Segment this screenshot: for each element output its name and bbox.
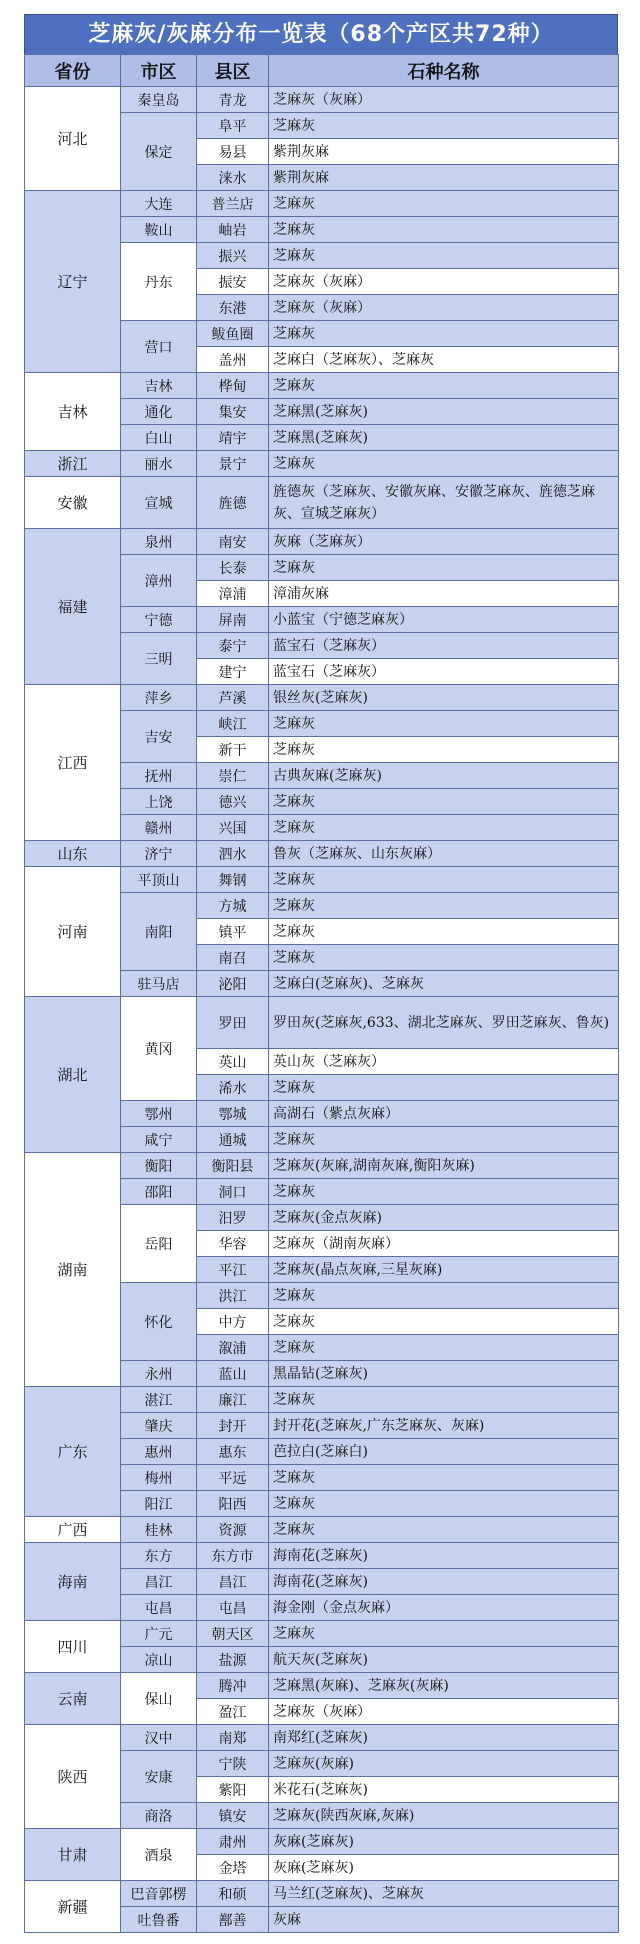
city-cell: 三明 — [121, 633, 197, 685]
county-cell: 平远 — [197, 1465, 269, 1491]
city-cell: 吉安 — [121, 711, 197, 763]
stone-name-cell: 芝麻灰（灰麻） — [269, 295, 619, 321]
county-cell: 南召 — [197, 945, 269, 971]
stone-name-cell: 芝麻灰 — [269, 815, 619, 841]
county-cell: 洞口 — [197, 1179, 269, 1205]
county-cell: 南郑 — [197, 1725, 269, 1751]
stone-name-cell: 灰麻(芝麻灰) — [269, 1829, 619, 1855]
stone-name-cell: 芝麻灰 — [269, 1127, 619, 1153]
county-cell: 封开 — [197, 1413, 269, 1439]
stone-name-cell: 紫荆灰麻 — [269, 139, 619, 165]
county-cell: 朝天区 — [197, 1621, 269, 1647]
county-cell: 通城 — [197, 1127, 269, 1153]
city-cell: 赣州 — [121, 815, 197, 841]
county-cell: 芦溪 — [197, 685, 269, 711]
stone-name-cell: 芝麻白(芝麻灰)、芝麻灰 — [269, 971, 619, 997]
stone-name-cell: 芝麻灰(金点灰麻) — [269, 1205, 619, 1231]
stone-name-cell: 芝麻灰 — [269, 1621, 619, 1647]
city-cell: 丹东 — [121, 243, 197, 321]
county-cell: 盐源 — [197, 1647, 269, 1673]
stone-name-cell: 芝麻灰 — [269, 1335, 619, 1361]
stone-name-cell: 灰麻（芝麻灰） — [269, 529, 619, 555]
city-cell: 济宁 — [121, 841, 197, 867]
stone-name-cell: 芝麻灰（湖南灰麻） — [269, 1231, 619, 1257]
stone-name-cell: 漳浦灰麻 — [269, 581, 619, 607]
stone-name-cell: 鲁灰（芝麻灰、山东灰麻） — [269, 841, 619, 867]
county-cell: 集安 — [197, 399, 269, 425]
county-cell: 泰宁 — [197, 633, 269, 659]
city-cell: 漳州 — [121, 555, 197, 607]
city-cell: 东方 — [121, 1543, 197, 1569]
city-cell: 惠州 — [121, 1439, 197, 1465]
county-cell: 南安 — [197, 529, 269, 555]
county-cell: 峡江 — [197, 711, 269, 737]
stone-name-cell: 芝麻灰（灰麻） — [269, 87, 619, 113]
province-cell: 福建 — [25, 529, 121, 685]
city-cell: 吉林 — [121, 373, 197, 399]
city-cell: 凉山 — [121, 1647, 197, 1673]
county-cell: 鲅鱼圈 — [197, 321, 269, 347]
county-cell: 泗水 — [197, 841, 269, 867]
county-cell: 东方市 — [197, 1543, 269, 1569]
table-body — [25, 87, 619, 1933]
table-row — [25, 1387, 619, 1413]
stone-name-cell: 芝麻灰 — [269, 1491, 619, 1517]
province-cell: 广东 — [25, 1387, 121, 1517]
stone-name-cell: 高湖石（紫点灰麻） — [269, 1101, 619, 1127]
city-cell: 抚州 — [121, 763, 197, 789]
city-cell: 萍乡 — [121, 685, 197, 711]
city-cell: 邵阳 — [121, 1179, 197, 1205]
city-cell: 商洛 — [121, 1803, 197, 1829]
city-cell: 衡阳 — [121, 1153, 197, 1179]
county-cell: 英山 — [197, 1049, 269, 1075]
county-cell: 和硕 — [197, 1881, 269, 1907]
city-cell: 通化 — [121, 399, 197, 425]
stone-name-cell: 芝麻灰 — [269, 945, 619, 971]
stone-name-cell: 芝麻灰 — [269, 113, 619, 139]
table-row — [25, 87, 619, 113]
stone-name-cell: 海金刚（金点灰麻） — [269, 1595, 619, 1621]
county-cell: 青龙 — [197, 87, 269, 113]
county-cell: 镇安 — [197, 1803, 269, 1829]
city-cell: 昌江 — [121, 1569, 197, 1595]
stone-name-cell: 芝麻白（芝麻灰）、芝麻灰 — [269, 347, 619, 373]
city-cell: 大连 — [121, 191, 197, 217]
province-cell: 安徽 — [25, 477, 121, 529]
header-city: 市区 — [121, 55, 197, 87]
county-cell: 长泰 — [197, 555, 269, 581]
city-cell: 平顶山 — [121, 867, 197, 893]
table-row — [25, 1881, 619, 1907]
table-row — [25, 685, 619, 711]
county-cell: 肃州 — [197, 1829, 269, 1855]
city-cell: 安康 — [121, 1751, 197, 1803]
county-cell: 惠东 — [197, 1439, 269, 1465]
table-row — [25, 1517, 619, 1543]
stone-name-cell: 芝麻灰 — [269, 867, 619, 893]
county-cell: 鄯善 — [197, 1907, 269, 1933]
header-county: 县区 — [197, 55, 269, 87]
stone-name-cell: 蓝宝石（芝麻灰） — [269, 659, 619, 685]
city-cell: 桂林 — [121, 1517, 197, 1543]
stone-name-cell: 芝麻灰（灰麻） — [269, 269, 619, 295]
distribution-sheet — [24, 14, 618, 1933]
header-row — [25, 55, 619, 87]
stone-name-cell: 海南花(芝麻灰) — [269, 1543, 619, 1569]
stone-name-cell: 芭拉白(芝麻白) — [269, 1439, 619, 1465]
province-cell: 山东 — [25, 841, 121, 867]
header-province: 省份 — [25, 55, 121, 87]
stone-name-cell: 马兰红(芝麻灰)、芝麻灰 — [269, 1881, 619, 1907]
county-cell: 洪江 — [197, 1283, 269, 1309]
county-cell: 盈江 — [197, 1699, 269, 1725]
county-cell: 靖宇 — [197, 425, 269, 451]
stone-name-cell: 芝麻灰 — [269, 451, 619, 477]
stone-name-cell: 芝麻灰（灰麻） — [269, 1699, 619, 1725]
stone-name-cell: 芝麻灰 — [269, 1309, 619, 1335]
city-cell: 岳阳 — [121, 1205, 197, 1283]
city-cell: 保定 — [121, 113, 197, 191]
county-cell: 廉江 — [197, 1387, 269, 1413]
stone-name-cell: 芝麻黑(芝麻灰) — [269, 399, 619, 425]
city-cell: 怀化 — [121, 1283, 197, 1361]
county-cell: 易县 — [197, 139, 269, 165]
county-cell: 舞钢 — [197, 867, 269, 893]
table-row — [25, 1543, 619, 1569]
county-cell: 鄂城 — [197, 1101, 269, 1127]
county-cell: 泌阳 — [197, 971, 269, 997]
province-cell: 甘肃 — [25, 1829, 121, 1881]
city-cell: 鄂州 — [121, 1101, 197, 1127]
city-cell: 南阳 — [121, 893, 197, 971]
county-cell: 阳西 — [197, 1491, 269, 1517]
province-cell: 四川 — [25, 1621, 121, 1673]
stone-name-cell: 旌德灰（芝麻灰、安徽灰麻、安徽芝麻灰、旌德芝麻灰、宣城芝麻灰） — [269, 477, 619, 529]
stone-name-cell: 蓝宝石（芝麻灰） — [269, 633, 619, 659]
table-row — [25, 1829, 619, 1855]
stone-name-cell: 芝麻黑(芝麻灰) — [269, 425, 619, 451]
city-cell: 湛江 — [121, 1387, 197, 1413]
province-cell: 陕西 — [25, 1725, 121, 1829]
city-cell: 宁德 — [121, 607, 197, 633]
city-cell: 屯昌 — [121, 1595, 197, 1621]
province-cell: 湖北 — [25, 997, 121, 1153]
stone-name-cell: 海南花(芝麻灰) — [269, 1569, 619, 1595]
city-cell: 丽水 — [121, 451, 197, 477]
county-cell: 振安 — [197, 269, 269, 295]
stone-name-cell: 芝麻灰 — [269, 1465, 619, 1491]
stone-name-cell: 南郑红(芝麻灰) — [269, 1725, 619, 1751]
stone-name-cell: 黑晶钻(芝麻灰) — [269, 1361, 619, 1387]
county-cell: 景宁 — [197, 451, 269, 477]
stone-name-cell: 芝麻灰 — [269, 1517, 619, 1543]
county-cell: 振兴 — [197, 243, 269, 269]
stone-name-cell: 芝麻灰 — [269, 1179, 619, 1205]
city-cell: 阳江 — [121, 1491, 197, 1517]
stone-name-cell: 古典灰麻(芝麻灰) — [269, 763, 619, 789]
stone-name-cell: 芝麻灰 — [269, 711, 619, 737]
county-cell: 宁陕 — [197, 1751, 269, 1777]
city-cell: 泉州 — [121, 529, 197, 555]
table-row — [25, 1153, 619, 1179]
stone-name-cell: 芝麻灰 — [269, 737, 619, 763]
county-cell: 腾冲 — [197, 1673, 269, 1699]
county-cell: 平江 — [197, 1257, 269, 1283]
header-stone-name: 石种名称 — [269, 55, 619, 87]
province-cell: 云南 — [25, 1673, 121, 1725]
province-cell: 河北 — [25, 87, 121, 191]
county-cell: 岫岩 — [197, 217, 269, 243]
city-cell: 巴音郭楞 — [121, 1881, 197, 1907]
county-cell: 东港 — [197, 295, 269, 321]
table-row — [25, 841, 619, 867]
city-cell: 白山 — [121, 425, 197, 451]
county-cell: 中方 — [197, 1309, 269, 1335]
stone-name-cell: 芝麻灰 — [269, 243, 619, 269]
stone-name-cell: 芝麻灰 — [269, 555, 619, 581]
city-cell: 营口 — [121, 321, 197, 373]
province-cell: 广西 — [25, 1517, 121, 1543]
city-cell: 汉中 — [121, 1725, 197, 1751]
stone-name-cell: 英山灰（芝麻灰） — [269, 1049, 619, 1075]
county-cell: 浠水 — [197, 1075, 269, 1101]
stone-name-cell: 罗田灰(芝麻灰,633、湖北芝麻灰、罗田芝麻灰、鲁灰) — [269, 997, 619, 1049]
stone-name-cell: 芝麻灰 — [269, 919, 619, 945]
county-cell: 镇平 — [197, 919, 269, 945]
stone-name-cell: 紫荆灰麻 — [269, 165, 619, 191]
city-cell: 黄冈 — [121, 997, 197, 1101]
county-cell: 涞水 — [197, 165, 269, 191]
stone-name-cell: 封开花(芝麻灰,广东芝麻灰、灰麻) — [269, 1413, 619, 1439]
county-cell: 紫阳 — [197, 1777, 269, 1803]
table-row — [25, 477, 619, 529]
stone-name-cell: 芝麻灰 — [269, 893, 619, 919]
county-cell: 崇仁 — [197, 763, 269, 789]
stone-name-cell: 芝麻灰 — [269, 191, 619, 217]
county-cell: 罗田 — [197, 997, 269, 1049]
province-cell: 湖南 — [25, 1153, 121, 1387]
stone-name-cell: 芝麻灰(晶点灰麻,三星灰麻) — [269, 1257, 619, 1283]
table-row — [25, 191, 619, 217]
county-cell: 资源 — [197, 1517, 269, 1543]
county-cell: 蓝山 — [197, 1361, 269, 1387]
table-row — [25, 997, 619, 1049]
table-row — [25, 529, 619, 555]
county-cell: 华容 — [197, 1231, 269, 1257]
city-cell: 永州 — [121, 1361, 197, 1387]
county-cell: 阜平 — [197, 113, 269, 139]
stone-name-cell: 小蓝宝（宁德芝麻灰） — [269, 607, 619, 633]
county-cell: 桦甸 — [197, 373, 269, 399]
province-cell: 海南 — [25, 1543, 121, 1621]
table-row — [25, 867, 619, 893]
city-cell: 保山 — [121, 1673, 197, 1725]
table-title: 芝麻灰/灰麻分布一览表（68个产区共72种） — [24, 14, 618, 54]
stone-name-cell: 芝麻灰(灰麻,湖南灰麻,衡阳灰麻) — [269, 1153, 619, 1179]
table-row — [25, 1621, 619, 1647]
county-cell: 衡阳县 — [197, 1153, 269, 1179]
county-cell: 兴国 — [197, 815, 269, 841]
city-cell: 秦皇岛 — [121, 87, 197, 113]
stone-name-cell: 芝麻灰(陕西灰麻,灰麻) — [269, 1803, 619, 1829]
county-cell: 屏南 — [197, 607, 269, 633]
province-cell: 江西 — [25, 685, 121, 841]
stone-name-cell: 银丝灰(芝麻灰) — [269, 685, 619, 711]
county-cell: 旌德 — [197, 477, 269, 529]
county-cell: 屯昌 — [197, 1595, 269, 1621]
stone-name-cell: 芝麻灰 — [269, 321, 619, 347]
stone-name-cell: 航天灰(芝麻灰) — [269, 1647, 619, 1673]
table-row — [25, 1673, 619, 1699]
city-cell: 肇庆 — [121, 1413, 197, 1439]
distribution-table — [24, 54, 619, 1933]
stone-name-cell: 芝麻灰(灰麻) — [269, 1751, 619, 1777]
table-row — [25, 373, 619, 399]
city-cell: 吐鲁番 — [121, 1907, 197, 1933]
city-cell: 广元 — [121, 1621, 197, 1647]
province-cell: 河南 — [25, 867, 121, 997]
county-cell: 溆浦 — [197, 1335, 269, 1361]
province-cell: 吉林 — [25, 373, 121, 451]
table-row — [25, 1725, 619, 1751]
stone-name-cell: 灰麻 — [269, 1907, 619, 1933]
city-cell: 酒泉 — [121, 1829, 197, 1881]
city-cell: 宣城 — [121, 477, 197, 529]
province-cell: 新疆 — [25, 1881, 121, 1933]
city-cell: 上饶 — [121, 789, 197, 815]
stone-name-cell: 芝麻灰 — [269, 373, 619, 399]
county-cell: 普兰店 — [197, 191, 269, 217]
stone-name-cell: 芝麻黑(灰麻)、芝麻灰(灰麻) — [269, 1673, 619, 1699]
county-cell: 金塔 — [197, 1855, 269, 1881]
county-cell: 昌江 — [197, 1569, 269, 1595]
county-cell: 建宁 — [197, 659, 269, 685]
stone-name-cell: 灰麻(芝麻灰) — [269, 1855, 619, 1881]
stone-name-cell: 芝麻灰 — [269, 1075, 619, 1101]
table-row — [25, 451, 619, 477]
stone-name-cell: 芝麻灰 — [269, 789, 619, 815]
stone-name-cell: 芝麻灰 — [269, 1283, 619, 1309]
stone-name-cell: 芝麻灰 — [269, 1387, 619, 1413]
county-cell: 漳浦 — [197, 581, 269, 607]
county-cell: 方城 — [197, 893, 269, 919]
city-cell: 咸宁 — [121, 1127, 197, 1153]
county-cell: 盖州 — [197, 347, 269, 373]
county-cell: 汨罗 — [197, 1205, 269, 1231]
county-cell: 新干 — [197, 737, 269, 763]
city-cell: 梅州 — [121, 1465, 197, 1491]
county-cell: 德兴 — [197, 789, 269, 815]
city-cell: 驻马店 — [121, 971, 197, 997]
province-cell: 辽宁 — [25, 191, 121, 373]
stone-name-cell: 米花石(芝麻灰) — [269, 1777, 619, 1803]
city-cell: 鞍山 — [121, 217, 197, 243]
stone-name-cell: 芝麻灰 — [269, 217, 619, 243]
province-cell: 浙江 — [25, 451, 121, 477]
